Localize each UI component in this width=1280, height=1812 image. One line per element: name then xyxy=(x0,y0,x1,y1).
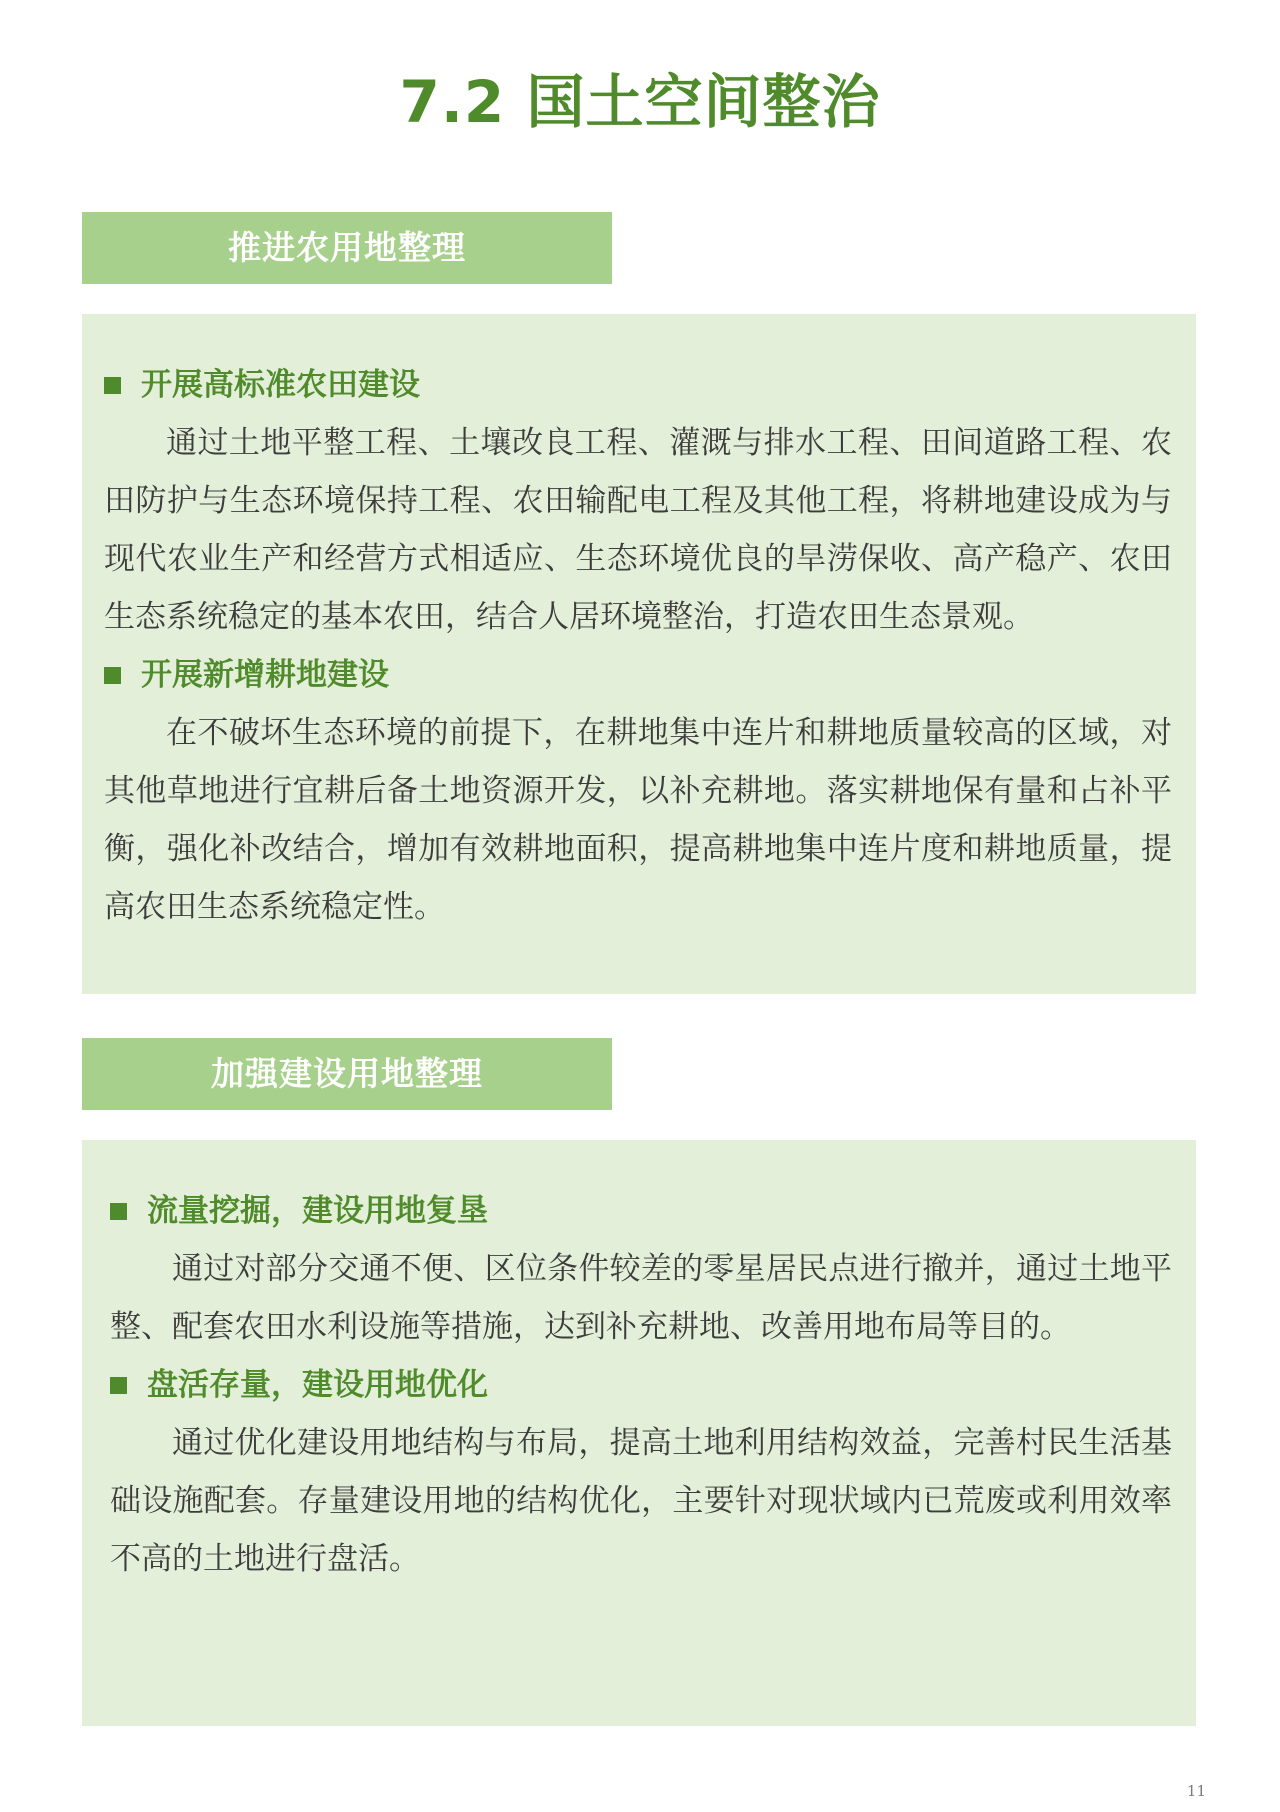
item-heading-label: 流量挖掘，建设用地复垦 xyxy=(147,1193,488,1229)
item-heading-label: 盘活存量，建设用地优化 xyxy=(147,1367,488,1403)
item-heading-label: 开展新增耕地建设 xyxy=(141,657,389,693)
square-bullet-icon xyxy=(104,667,121,684)
section-tab-construction: 加强建设用地整理 xyxy=(82,1038,612,1110)
square-bullet-icon xyxy=(110,1203,127,1220)
section-box-farmland xyxy=(82,314,1196,994)
item-heading xyxy=(104,646,1172,704)
item-heading-label: 开展高标准农田建设 xyxy=(141,367,420,403)
square-bullet-icon xyxy=(104,377,121,394)
item-heading xyxy=(104,356,1172,414)
item-body: 通过土地平整工程、土壤改良工程、灌溉与排水工程、田间道路工程、农田防护与生态环境保持工程、农田输配电工程及其他工程，将耕地建设成为与现代农业生产和经营方式相适应、生态环境优良的旱涝保收、高产稳产、农田生态系统稳定的基本农田，结合人居环境整治，打造农田生态景观。 xyxy=(104,425,1172,635)
item-heading xyxy=(110,1356,1172,1414)
item-heading xyxy=(110,1182,1172,1240)
item-body: 通过优化建设用地结构与布局，提高土地利用结构效益，完善村民生活基础设施配套。存量建设用地的结构优化，主要针对现状域内已荒废或利用效率不高的土地进行盘活。 xyxy=(110,1425,1172,1577)
section-tab-farmland: 推进农用地整理 xyxy=(82,212,612,284)
page-title: 7.2 国土空间整治 xyxy=(399,68,881,136)
square-bullet-icon xyxy=(110,1377,127,1394)
page-number: 11 xyxy=(1186,1782,1206,1800)
item-body: 在不破坏生态环境的前提下，在耕地集中连片和耕地质量较高的区域，对其他草地进行宜耕后备土地资源开发，以补充耕地。落实耕地保有量和占补平衡，强化补改结合，增加有效耕地面积，提高耕地集中连片度和耕地质量，提高农田生态系统稳定性。 xyxy=(104,715,1172,925)
section-box-construction xyxy=(82,1140,1196,1726)
item-body: 通过对部分交通不便、区位条件较差的零星居民点进行撤并，通过土地平整、配套农田水利设施等措施，达到补充耕地、改善用地布局等目的。 xyxy=(110,1251,1172,1345)
